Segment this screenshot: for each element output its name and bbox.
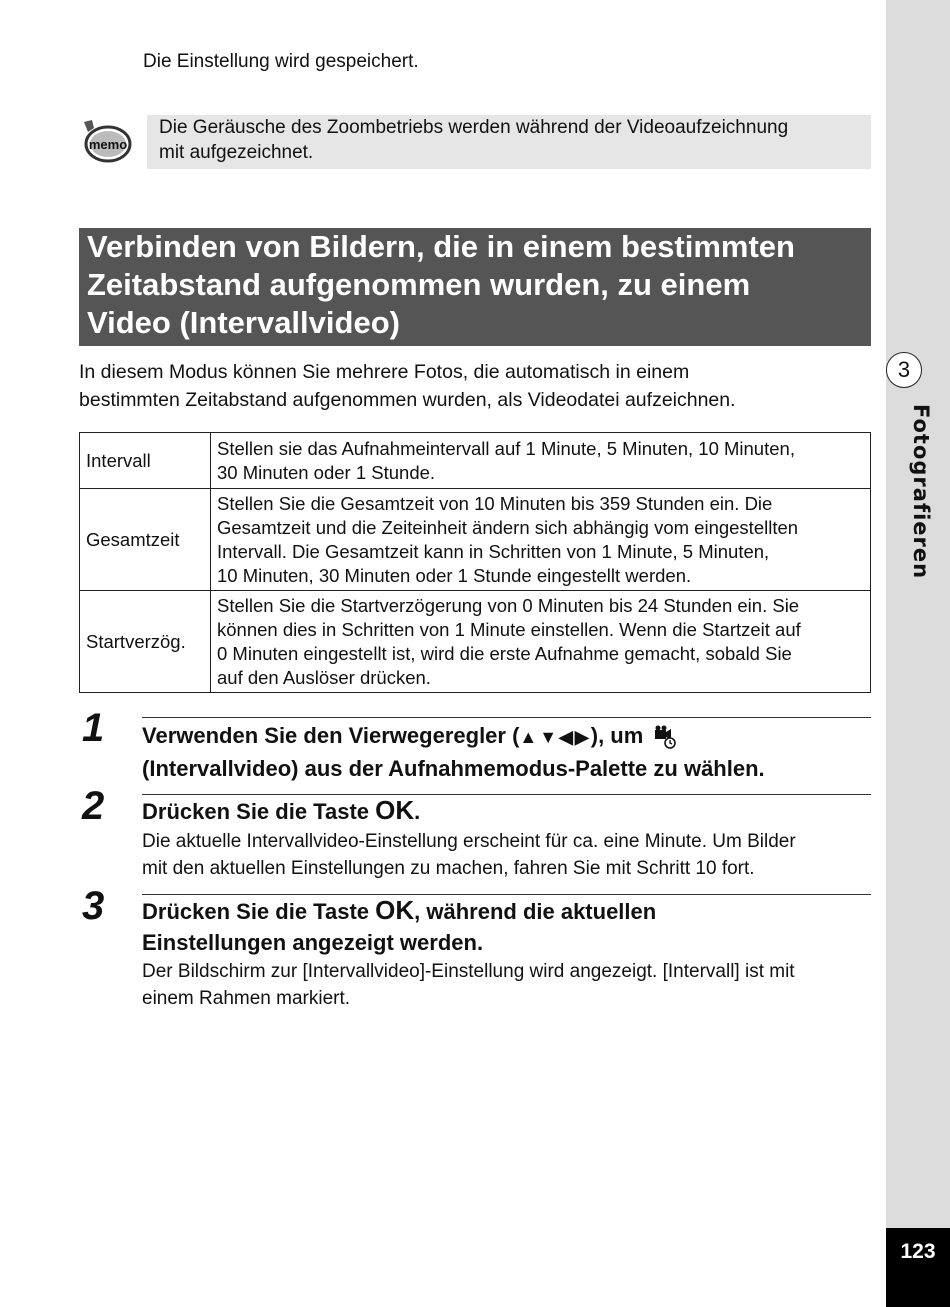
- row-value-line: können dies in Schritten von 1 Minute einstellen. Wenn die Startzeit auf: [217, 618, 801, 640]
- section-title-line-1: Verbinden von Bildern, die in einem bestimmten: [87, 229, 795, 264]
- table-row: [80, 489, 871, 591]
- settings-table: [79, 432, 871, 693]
- row-value: [211, 489, 871, 591]
- chapter-title: Fotografieren: [909, 404, 933, 580]
- row-value-line: auf den Auslöser drücken.: [217, 666, 431, 688]
- interval-video-icon: [649, 724, 679, 750]
- memo-note: [147, 115, 871, 169]
- row-value-line: 0 Minuten eingestellt ist, wird die erste Aufnahme gemacht, sobald Sie: [217, 642, 792, 664]
- step-number: 3: [82, 884, 105, 928]
- row-value-line: Stellen sie das Aufnahmeintervall auf 1 Minute, 5 Minuten, 10 Minuten,: [217, 437, 795, 459]
- step-heading-text: , während die aktuellen: [414, 899, 657, 924]
- step-heading-text: Verwenden Sie den Vierwegeregler (: [142, 723, 520, 748]
- page-number: 123: [886, 1228, 950, 1307]
- intro-paragraph: [79, 358, 879, 414]
- step-description: [142, 828, 872, 882]
- row-value-line: Gesamtzeit und die Zeiteinheit ändern sich abhängig vom eingestellten: [217, 516, 799, 538]
- ok-button-glyph: OK: [375, 895, 415, 925]
- chapter-number: 3: [886, 352, 922, 388]
- row-value-line: Stellen Sie die Startverzögerung von 0 Minuten bis 24 Stunden ein. Sie: [217, 594, 800, 616]
- section-title: [79, 228, 871, 346]
- step-heading: [142, 720, 882, 784]
- step-divider: [142, 717, 871, 718]
- step-description: [142, 958, 872, 1012]
- step-heading-line-2: (Intervallvideo) aus der Aufnahmemodus-Palette zu wählen.: [142, 756, 765, 781]
- section-title-line-2: Zeitabstand aufgenommen wurden, zu einem: [87, 267, 751, 302]
- intro-line-1: In diesem Modus können Sie mehrere Fotos, die automatisch in einem: [79, 361, 690, 383]
- row-key: Intervall: [80, 433, 211, 489]
- intro-line-2: bestimmten Zeitabstand aufgenommen wurden, als Videodatei aufzeichnen.: [79, 389, 736, 411]
- step-heading-line-2: Einstellungen angezeigt werden.: [142, 930, 484, 955]
- memo-line-2: mit aufgezeichnet.: [159, 142, 314, 163]
- step-description-line: mit den aktuellen Einstellungen zu machen, fahren Sie mit Schritt 10 fort.: [142, 858, 755, 879]
- row-value-line: 30 Minuten oder 1 Stunde.: [217, 461, 436, 483]
- four-way-arrows-icon: ▲▼◀▶: [519, 727, 591, 747]
- step-description-line: Die aktuelle Intervallvideo-Einstellung erscheint für ca. eine Minute. Um Bilder: [142, 831, 796, 852]
- section-title-line-3: Video (Intervallvideo): [87, 305, 400, 340]
- step-description-line: Der Bildschirm zur [Intervallvideo]-Einstellung wird angezeigt. [Intervall] ist mit: [142, 961, 795, 982]
- step-heading-line-1: [142, 720, 882, 753]
- row-value: [211, 591, 871, 693]
- step-heading-text: Drücken Sie die Taste: [142, 899, 376, 924]
- step-heading-text: ), um: [590, 723, 644, 748]
- row-value-line: Intervall. Die Gesamtzeit kann in Schritten von 1 Minute, 5 Minuten,: [217, 540, 770, 562]
- row-key: Gesamtzeit: [80, 489, 211, 591]
- step-number: 1: [82, 706, 105, 750]
- step-heading-text: Drücken Sie die Taste: [142, 799, 376, 824]
- step-number: 2: [82, 784, 105, 828]
- step-heading: [142, 895, 882, 958]
- chapter-sidebar: [886, 0, 950, 1307]
- step-heading-line-1: [142, 895, 882, 927]
- step-description-line: einem Rahmen markiert.: [142, 988, 351, 1009]
- table-row: [80, 591, 871, 693]
- ok-button-glyph: OK: [375, 795, 415, 825]
- row-key: Startverzög.: [80, 591, 211, 693]
- saved-note: Die Einstellung wird gespeichert.: [143, 51, 419, 72]
- row-value: [211, 433, 871, 489]
- step-heading-text: .: [414, 799, 421, 824]
- row-value-line: 10 Minuten, 30 Minuten oder 1 Stunde eingestellt werden.: [217, 564, 692, 586]
- memo-icon: [80, 118, 132, 164]
- row-value-line: Stellen Sie die Gesamtzeit von 10 Minuten bis 359 Stunden ein. Die: [217, 492, 773, 514]
- memo-line-1: Die Geräusche des Zoombetriebs werden während der Videoaufzeichnung: [159, 117, 789, 138]
- step-heading: [142, 795, 882, 827]
- memo-icon-label: memo: [88, 137, 128, 152]
- table-row: [80, 433, 871, 489]
